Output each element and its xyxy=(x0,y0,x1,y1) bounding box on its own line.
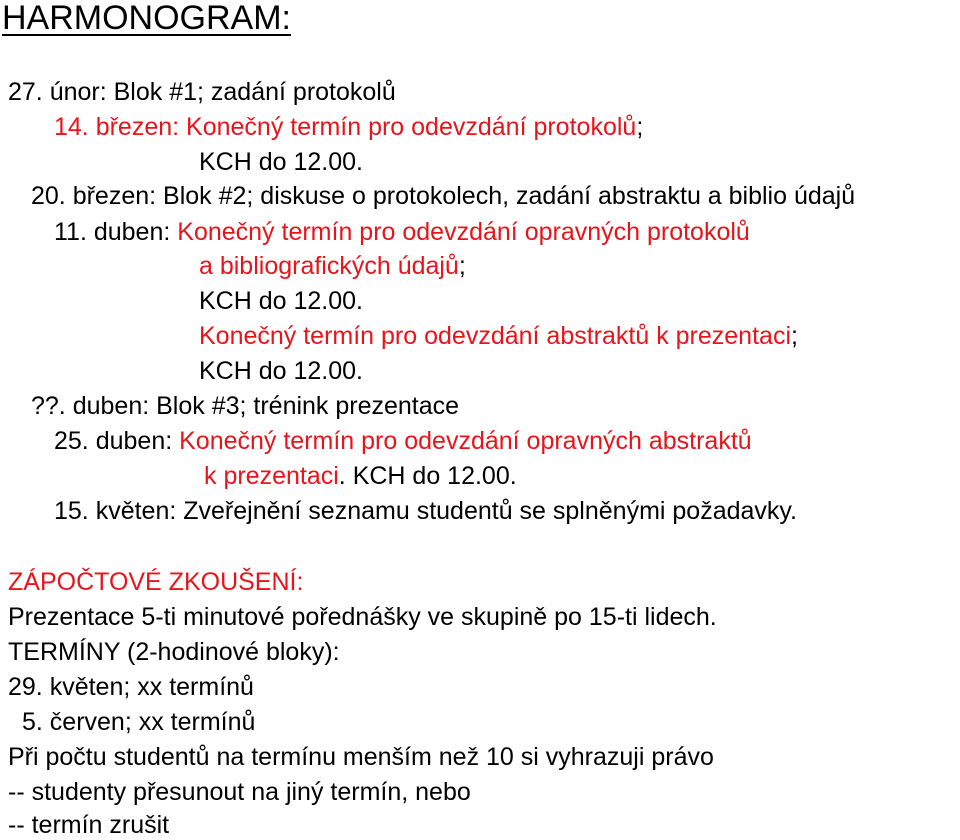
exam-line-7 xyxy=(8,810,169,840)
schedule-line-12-end: . KCH do 12.00. xyxy=(338,462,517,490)
schedule-line-6-deadline: a bibliografických údajů xyxy=(199,252,459,280)
schedule-line-13 xyxy=(54,496,797,526)
schedule-line-9-text: KCH do 12.00. xyxy=(199,357,363,385)
schedule-line-6 xyxy=(199,251,466,281)
exam-line-1 xyxy=(8,602,717,632)
exam-line-4 xyxy=(22,707,255,737)
schedule-line-8-deadline: Konečný termín pro odevzdání abstraktů k prezentaci xyxy=(199,322,791,350)
schedule-line-2-deadline: Konečný termín pro odevzdání protokolů xyxy=(186,113,637,141)
schedule-line-4-text: 20. březen: Blok #2; diskuse o protokolech, zadání abstraktu a biblio údajů xyxy=(31,182,856,210)
schedule-line-11-date: 25. duben: xyxy=(54,427,180,455)
schedule-line-10 xyxy=(31,391,459,421)
schedule-line-11 xyxy=(54,426,752,456)
schedule-line-12-deadline: k prezentaci xyxy=(204,462,339,490)
schedule-line-7-text: KCH do 12.00. xyxy=(199,287,363,315)
schedule-line-3-text: KCH do 12.00. xyxy=(199,148,363,176)
exam-line-1-text: Prezentace 5-ti minutové pořednášky ve skupině po 15-ti lidech. xyxy=(8,603,717,631)
schedule-line-3 xyxy=(199,147,363,177)
schedule-line-2 xyxy=(54,112,643,142)
schedule-line-8 xyxy=(199,321,798,351)
page-title: HARMONOGRAM: xyxy=(2,0,291,37)
exam-line-4-text: 5. červen; xx termínů xyxy=(22,708,256,736)
schedule-line-1 xyxy=(8,77,396,107)
schedule-line-5-date: 11. duben: xyxy=(54,218,178,246)
exam-line-3-text: 29. květen; xx termínů xyxy=(8,673,254,701)
schedule-line-11-deadline: Konečný termín pro odevzdání opravných abstraktů xyxy=(179,427,752,455)
exam-line-5-text: Při počtu studentů na termínu menším než 10 si vyhrazuji právo xyxy=(8,743,714,771)
schedule-line-4 xyxy=(31,181,855,211)
schedule-line-8-end: ; xyxy=(791,322,798,350)
exam-heading-text: ZÁPOČTOVÉ ZKOUŠENÍ: xyxy=(8,568,304,596)
schedule-line-6-end: ; xyxy=(458,252,466,280)
schedule-line-5 xyxy=(54,217,750,247)
schedule-line-12 xyxy=(204,461,517,491)
schedule-line-13-text: 15. květen: Zveřejnění seznamu studentů se splněnými požadavky. xyxy=(54,497,798,525)
exam-line-5 xyxy=(8,742,714,772)
schedule-line-1-text: 27. únor: Blok #1; zadání protokolů xyxy=(8,78,396,106)
exam-line-6 xyxy=(8,777,471,807)
exam-line-6-text: -- studenty přesunout na jiný termín, nebo xyxy=(8,778,471,806)
schedule-line-7 xyxy=(199,286,363,316)
schedule-line-2-end: ; xyxy=(636,113,644,141)
schedule-line-2-date: 14. březen: xyxy=(54,113,187,141)
exam-line-2 xyxy=(8,637,340,667)
exam-line-7-text: -- termín zrušit xyxy=(8,811,170,839)
schedule-line-9 xyxy=(199,356,363,386)
exam-line-2-text: TERMÍNY (2-hodinové bloky): xyxy=(8,638,340,666)
schedule-line-10-text: ??. duben: Blok #3; trénink prezentace xyxy=(31,392,460,420)
exam-heading xyxy=(8,567,303,597)
schedule-line-5-deadline: Konečný termín pro odevzdání opravných protokolů xyxy=(177,218,750,246)
exam-line-3 xyxy=(8,672,254,702)
